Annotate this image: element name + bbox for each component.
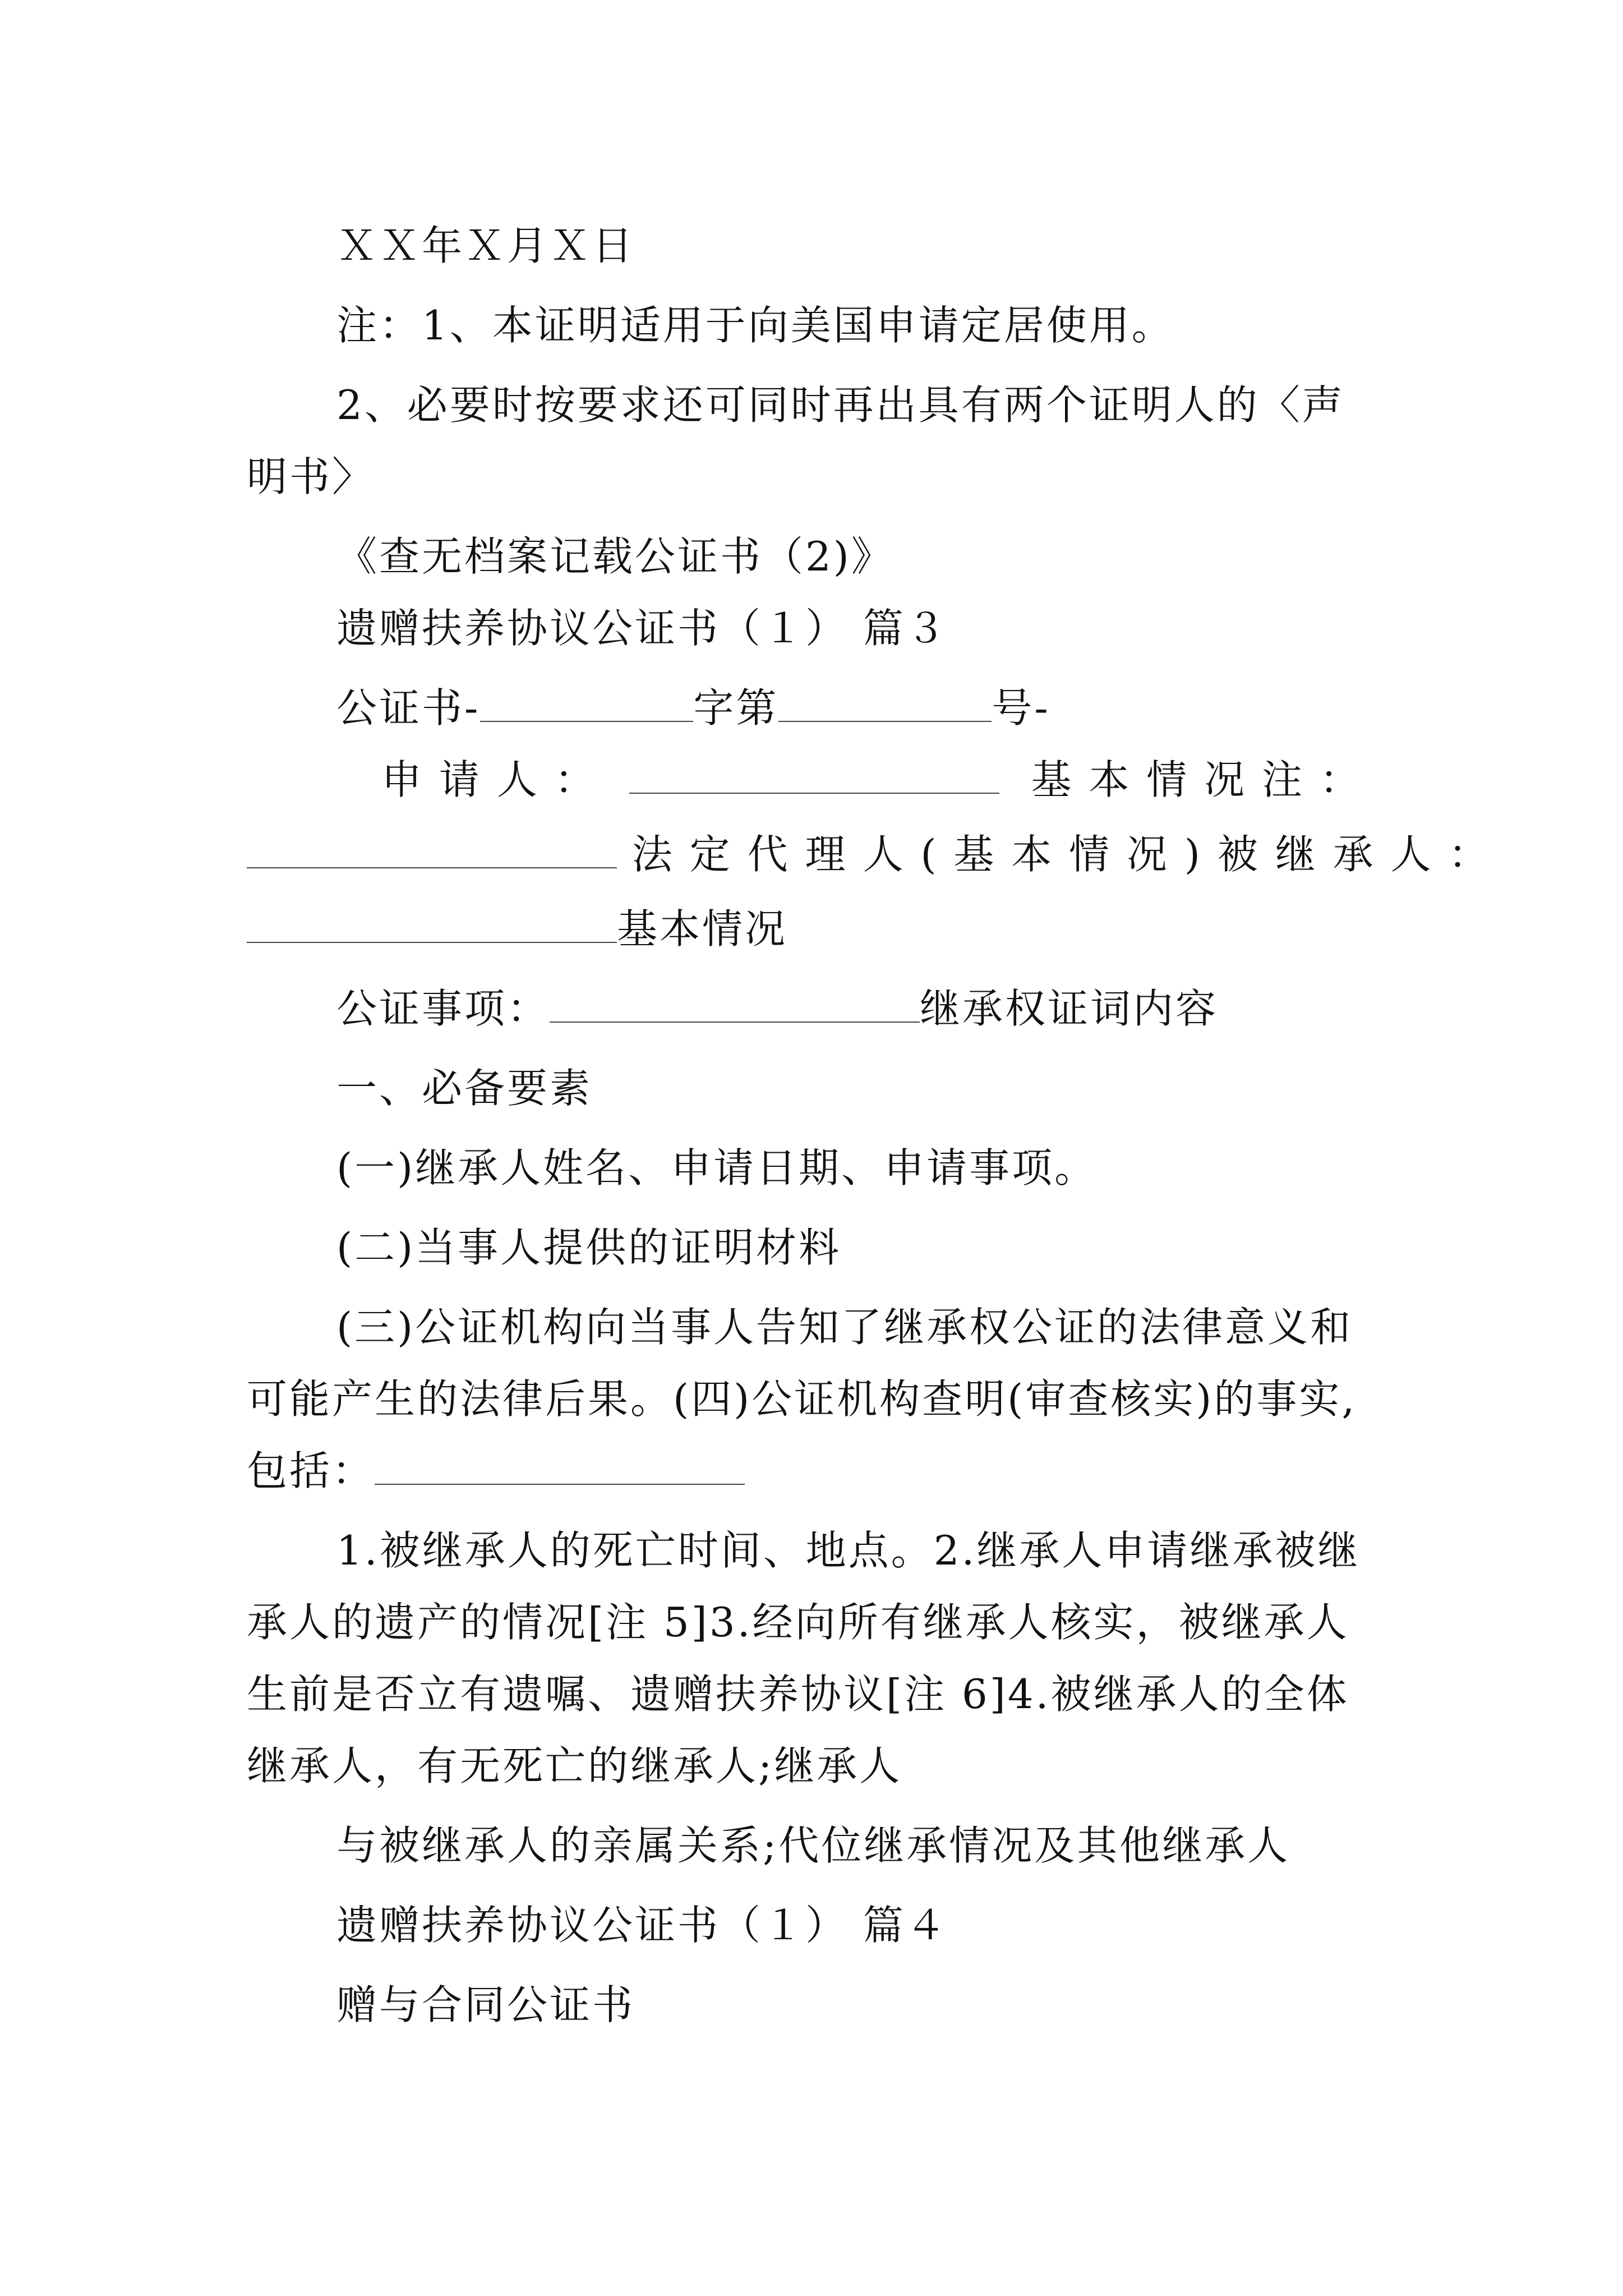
facts-line: 与被继承人的亲属关系;代位继承情况及其他继承人 [336,1822,1290,1869]
cert-prefix: 公证书- [336,684,481,731]
doc-title-2: 《查无档案记载公证书（2)》 [336,533,894,580]
body-line: 可能产生的法律后果。(四)公证机构查明(审查核实)的事实, [247,1375,1357,1423]
section-4-title: 遗赠扶养协议公证书（１） 篇４ [336,1902,948,1949]
cert-middle: 字第 [693,684,779,731]
info-note: 基 本 情 况 注 ： [1031,756,1362,803]
facts-line: 承人的遗产的情况[注 5]3.经向所有继承人核实，被继承人 [247,1599,1349,1646]
body-line: (一)继承人姓名、申请日期、申请事项。 [336,1144,1098,1191]
body-line: 一、必备要素 [336,1065,593,1112]
note-1: 注：1、本证明适用于向美国申请定居使用。 [336,302,1174,349]
basic-info-label: 基本情况 [617,905,788,953]
note-2-cont: 明书〉 [247,453,375,500]
blank-field [247,903,617,943]
blank-field [550,982,920,1023]
basic-info-line [247,902,1385,956]
legal-rep-line [247,827,1491,881]
facts-line: 1.被继承人的死亡时间、地点。2.继承人申请继承被继 [336,1527,1361,1574]
blank-field [375,1444,745,1485]
matter-line [336,982,1385,1036]
body-line: (三)公证机构向当事人告知了继承权公证的法律意义和 [336,1304,1353,1351]
date-line: ＸＸ年Ｘ月Ｘ日 [336,222,635,269]
matter-label: 公证事项： [336,985,550,1032]
blank-field [247,828,617,868]
matter-suffix: 继承权证词内容 [920,985,1219,1032]
gift-contract-title: 赠与合同公证书 [336,1981,635,2028]
blank-field [480,682,693,722]
applicant-label: 申 请 人 ： [381,756,597,803]
cert-number-line [336,681,1385,735]
body-line: (二)当事人提供的证明材料 [336,1224,842,1271]
blank-field [778,682,992,722]
includes-line [247,1444,1385,1498]
includes-label: 包括： [247,1447,375,1494]
facts-line: 继承人，有无死亡的继承人;继承人 [247,1742,902,1789]
section-3-title: 遗赠扶养协议公证书（１） 篇３ [336,605,948,652]
applicant-line [381,753,1385,807]
blank-field [629,753,999,794]
note-2: 2、必要时按要求还可同时再出具有两个证明人的〈声 [336,381,1345,429]
cert-suffix: 号- [992,684,1050,731]
legal-rep-label: 法 定 代 理 人 ( 基 本 情 况 ) 被 继 承 人 ： [631,831,1491,878]
facts-line: 生前是否立有遗嘱、遗赠扶养协议[注 6]4.被继承人的全体 [247,1671,1349,1718]
